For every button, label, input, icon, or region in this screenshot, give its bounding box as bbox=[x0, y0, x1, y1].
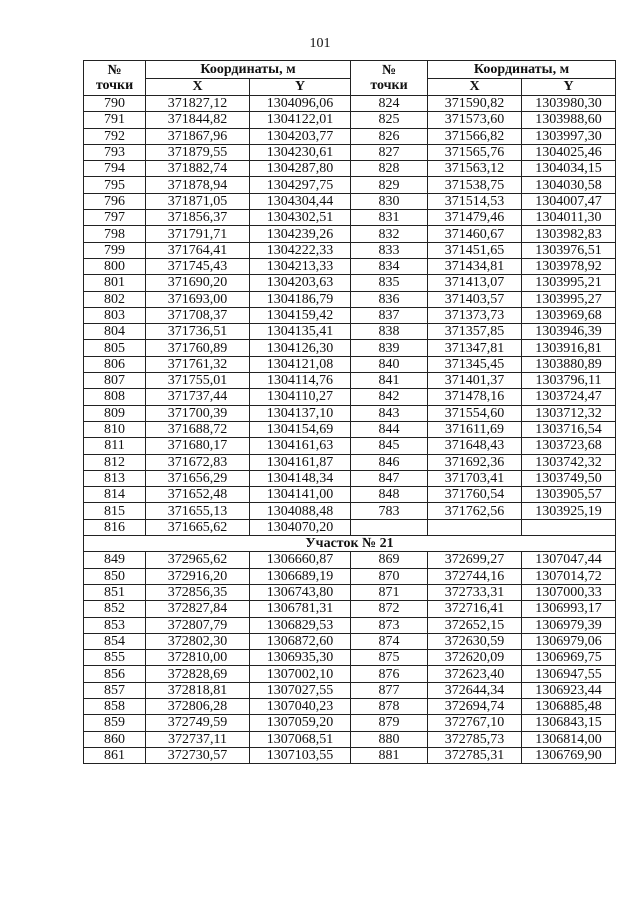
table-row bbox=[84, 161, 616, 177]
point-number-cell: 846 bbox=[351, 454, 428, 470]
y-coordinate-cell: 1304096,06 bbox=[250, 96, 351, 112]
table-row bbox=[84, 731, 616, 747]
point-number-cell: 808 bbox=[84, 389, 146, 405]
point-number-cell: 853 bbox=[84, 617, 146, 633]
point-number-cell: 837 bbox=[351, 307, 428, 323]
x-coordinate-cell: 372716,41 bbox=[428, 601, 522, 617]
table-row bbox=[84, 226, 616, 242]
point-number-cell: 875 bbox=[351, 650, 428, 666]
y-coordinate-cell: 1306993,17 bbox=[522, 601, 616, 617]
point-number-cell: 816 bbox=[84, 519, 146, 535]
y-coordinate-cell: 1306843,15 bbox=[522, 715, 616, 731]
x-coordinate-cell: 372856,35 bbox=[146, 584, 250, 600]
y-coordinate-cell: 1306781,31 bbox=[250, 601, 351, 617]
table-row bbox=[84, 177, 616, 193]
point-number-cell: 851 bbox=[84, 584, 146, 600]
point-number-cell: 850 bbox=[84, 568, 146, 584]
point-number-cell: 813 bbox=[84, 470, 146, 486]
x-coordinate-cell: 371856,37 bbox=[146, 210, 250, 226]
x-coordinate-cell: 371345,45 bbox=[428, 356, 522, 372]
y-coordinate-cell: 1306979,06 bbox=[522, 633, 616, 649]
x-coordinate-cell: 372620,09 bbox=[428, 650, 522, 666]
x-coordinate-cell: 371692,36 bbox=[428, 454, 522, 470]
x-coordinate-cell: 371700,39 bbox=[146, 405, 250, 421]
point-number-cell: 793 bbox=[84, 144, 146, 160]
x-coordinate-cell: 371373,73 bbox=[428, 307, 522, 323]
x-coordinate-cell: 371871,05 bbox=[146, 193, 250, 209]
y-coordinate-cell: 1303946,39 bbox=[522, 324, 616, 340]
table-row bbox=[84, 421, 616, 437]
point-number-cell: 814 bbox=[84, 487, 146, 503]
y-coordinate-cell: 1304203,77 bbox=[250, 128, 351, 144]
y-coordinate-cell: 1303796,11 bbox=[522, 373, 616, 389]
x-coordinate-cell: 371403,57 bbox=[428, 291, 522, 307]
x-coordinate-cell: 372694,74 bbox=[428, 698, 522, 714]
x-coordinate-cell: 372802,30 bbox=[146, 633, 250, 649]
point-number-cell: 849 bbox=[84, 552, 146, 568]
table-row bbox=[84, 242, 616, 258]
x-coordinate-cell: 371693,00 bbox=[146, 291, 250, 307]
y-coordinate-cell: 1304186,79 bbox=[250, 291, 351, 307]
table-row bbox=[84, 454, 616, 470]
y-coordinate-cell: 1307027,55 bbox=[250, 682, 351, 698]
point-number-cell: 792 bbox=[84, 128, 146, 144]
table-row bbox=[84, 552, 616, 568]
y-coordinate-cell: 1306689,19 bbox=[250, 568, 351, 584]
table-body bbox=[84, 96, 616, 764]
coordinates-table bbox=[83, 60, 616, 764]
x-coordinate-cell: 371413,07 bbox=[428, 275, 522, 291]
point-number-cell: 799 bbox=[84, 242, 146, 258]
point-number-header-right bbox=[351, 61, 428, 96]
table-row bbox=[84, 258, 616, 274]
y-coordinate-cell: 1304025,46 bbox=[522, 144, 616, 160]
x-coordinate-cell: 371867,96 bbox=[146, 128, 250, 144]
point-number-cell: 826 bbox=[351, 128, 428, 144]
point-number-cell: 795 bbox=[84, 177, 146, 193]
x-coordinate-cell: 371882,74 bbox=[146, 161, 250, 177]
x-coordinate-cell: 371736,51 bbox=[146, 324, 250, 340]
x-coordinate-cell: 372652,15 bbox=[428, 617, 522, 633]
x-coordinate-cell: 371827,12 bbox=[146, 96, 250, 112]
x-coordinate-cell: 371514,53 bbox=[428, 193, 522, 209]
point-number-cell: 825 bbox=[351, 112, 428, 128]
x-coordinate-cell: 371573,60 bbox=[428, 112, 522, 128]
point-number-cell: 797 bbox=[84, 210, 146, 226]
point-number-cell bbox=[351, 519, 428, 535]
number-sign-label: № bbox=[107, 63, 122, 78]
y-coordinate-cell: 1304161,63 bbox=[250, 438, 351, 454]
point-number-cell: 844 bbox=[351, 421, 428, 437]
number-sign-label: № bbox=[381, 63, 397, 78]
y-coordinate-cell: 1306885,48 bbox=[522, 698, 616, 714]
table-row bbox=[84, 128, 616, 144]
x-coordinate-cell: 371478,16 bbox=[428, 389, 522, 405]
x-coordinate-cell: 371566,82 bbox=[428, 128, 522, 144]
table-row bbox=[84, 682, 616, 698]
x-coordinate-cell: 371460,67 bbox=[428, 226, 522, 242]
x-coordinate-cell: 372785,31 bbox=[428, 747, 522, 763]
x-coordinate-cell: 371590,82 bbox=[428, 96, 522, 112]
y-coordinate-cell: 1303995,21 bbox=[522, 275, 616, 291]
x-coordinate-cell: 371755,01 bbox=[146, 373, 250, 389]
x-coordinate-cell: 372730,57 bbox=[146, 747, 250, 763]
point-number-cell: 829 bbox=[351, 177, 428, 193]
point-number-cell: 834 bbox=[351, 258, 428, 274]
x-coordinate-cell: 371878,94 bbox=[146, 177, 250, 193]
table-row bbox=[84, 617, 616, 633]
x-coordinate-cell: 371563,12 bbox=[428, 161, 522, 177]
y-coordinate-cell: 1303724,47 bbox=[522, 389, 616, 405]
x-coordinate-cell: 371479,46 bbox=[428, 210, 522, 226]
x-coordinate-cell: 371879,55 bbox=[146, 144, 250, 160]
y-coordinate-cell: 1307000,33 bbox=[522, 584, 616, 600]
point-number-cell: 832 bbox=[351, 226, 428, 242]
x-coordinate-cell: 372827,84 bbox=[146, 601, 250, 617]
x-coordinate-cell: 372749,59 bbox=[146, 715, 250, 731]
y-coordinate-cell: 1304302,51 bbox=[250, 210, 351, 226]
point-number-cell: 805 bbox=[84, 340, 146, 356]
y-coordinate-cell: 1303980,30 bbox=[522, 96, 616, 112]
point-number-cell: 881 bbox=[351, 747, 428, 763]
y-coordinate-cell: 1306769,90 bbox=[522, 747, 616, 763]
x-coordinate-cell: 371451,65 bbox=[428, 242, 522, 258]
point-number-cell: 831 bbox=[351, 210, 428, 226]
y-coordinate-cell: 1306979,39 bbox=[522, 617, 616, 633]
y-coordinate-cell: 1307014,72 bbox=[522, 568, 616, 584]
y-coordinate-cell: 1303905,57 bbox=[522, 487, 616, 503]
point-number-cell: 845 bbox=[351, 438, 428, 454]
point-number-cell: 870 bbox=[351, 568, 428, 584]
x-coordinate-cell: 371791,71 bbox=[146, 226, 250, 242]
x-coordinate-cell: 371708,37 bbox=[146, 307, 250, 323]
y-coordinate-cell: 1304239,26 bbox=[250, 226, 351, 242]
point-number-cell: 828 bbox=[351, 161, 428, 177]
point-number-cell: 879 bbox=[351, 715, 428, 731]
point-number-cell: 809 bbox=[84, 405, 146, 421]
point-number-cell: 839 bbox=[351, 340, 428, 356]
table-row bbox=[84, 307, 616, 323]
point-number-cell: 856 bbox=[84, 666, 146, 682]
x-coordinate-cell: 372733,31 bbox=[428, 584, 522, 600]
x-coordinate-cell: 371737,44 bbox=[146, 389, 250, 405]
table-row bbox=[84, 373, 616, 389]
x-coordinate-cell: 371538,75 bbox=[428, 177, 522, 193]
y-coordinate-cell: 1303723,68 bbox=[522, 438, 616, 454]
y-coordinate-cell: 1303995,27 bbox=[522, 291, 616, 307]
table-row bbox=[84, 519, 616, 535]
y-coordinate-cell: 1304122,01 bbox=[250, 112, 351, 128]
point-number-cell: 869 bbox=[351, 552, 428, 568]
y-coordinate-cell: 1307103,55 bbox=[250, 747, 351, 763]
table-row bbox=[84, 112, 616, 128]
x-header-left: X bbox=[146, 78, 250, 96]
x-coordinate-cell: 371762,56 bbox=[428, 503, 522, 519]
point-number-cell: 843 bbox=[351, 405, 428, 421]
y-coordinate-cell: 1306969,75 bbox=[522, 650, 616, 666]
point-number-cell: 880 bbox=[351, 731, 428, 747]
table-row bbox=[84, 601, 616, 617]
y-coordinate-cell: 1304141,00 bbox=[250, 487, 351, 503]
point-number-cell: 877 bbox=[351, 682, 428, 698]
y-coordinate-cell: 1304203,63 bbox=[250, 275, 351, 291]
x-coordinate-cell: 371760,54 bbox=[428, 487, 522, 503]
coordinates-header-left: Координаты, м bbox=[146, 61, 351, 79]
y-coordinate-cell: 1304297,75 bbox=[250, 177, 351, 193]
x-coordinate-cell: 372737,11 bbox=[146, 731, 250, 747]
y-coordinate-cell: 1304070,20 bbox=[250, 519, 351, 535]
table-header bbox=[84, 61, 616, 96]
table-row bbox=[84, 405, 616, 421]
point-number-cell: 803 bbox=[84, 307, 146, 323]
y-coordinate-cell: 1307040,23 bbox=[250, 698, 351, 714]
point-number-cell: 860 bbox=[84, 731, 146, 747]
y-coordinate-cell: 1304287,80 bbox=[250, 161, 351, 177]
table-row bbox=[84, 340, 616, 356]
table-row bbox=[84, 96, 616, 112]
x-coordinate-cell: 371611,69 bbox=[428, 421, 522, 437]
point-number-cell: 874 bbox=[351, 633, 428, 649]
point-number-cell: 807 bbox=[84, 373, 146, 389]
table-row bbox=[84, 275, 616, 291]
point-number-cell: 873 bbox=[351, 617, 428, 633]
point-number-cell: 783 bbox=[351, 503, 428, 519]
point-number-cell: 872 bbox=[351, 601, 428, 617]
y-coordinate-cell: 1304230,61 bbox=[250, 144, 351, 160]
point-number-cell: 858 bbox=[84, 698, 146, 714]
x-coordinate-cell: 371761,32 bbox=[146, 356, 250, 372]
table-row bbox=[84, 568, 616, 584]
y-coordinate-cell: 1303982,83 bbox=[522, 226, 616, 242]
y-coordinate-cell: 1303916,81 bbox=[522, 340, 616, 356]
y-coordinate-cell bbox=[522, 519, 616, 535]
y-coordinate-cell: 1304007,47 bbox=[522, 193, 616, 209]
x-coordinate-cell: 371764,41 bbox=[146, 242, 250, 258]
x-coordinate-cell: 372828,69 bbox=[146, 666, 250, 682]
point-number-cell: 815 bbox=[84, 503, 146, 519]
table-row bbox=[84, 193, 616, 209]
point-number-cell: 800 bbox=[84, 258, 146, 274]
y-coordinate-cell: 1306923,44 bbox=[522, 682, 616, 698]
x-coordinate-cell: 372767,10 bbox=[428, 715, 522, 731]
x-coordinate-cell: 372785,73 bbox=[428, 731, 522, 747]
x-coordinate-cell bbox=[428, 519, 522, 535]
point-number-cell: 871 bbox=[351, 584, 428, 600]
y-coordinate-cell: 1303988,60 bbox=[522, 112, 616, 128]
y-coordinate-cell: 1303969,68 bbox=[522, 307, 616, 323]
point-number-cell: 830 bbox=[351, 193, 428, 209]
x-coordinate-cell: 371357,85 bbox=[428, 324, 522, 340]
y-coordinate-cell: 1303978,92 bbox=[522, 258, 616, 274]
y-coordinate-cell: 1304137,10 bbox=[250, 405, 351, 421]
y-coordinate-cell: 1303742,32 bbox=[522, 454, 616, 470]
x-coordinate-cell: 371648,43 bbox=[428, 438, 522, 454]
point-number-cell: 848 bbox=[351, 487, 428, 503]
point-number-cell: 798 bbox=[84, 226, 146, 242]
table-row bbox=[84, 438, 616, 454]
x-coordinate-cell: 371688,72 bbox=[146, 421, 250, 437]
y-coordinate-cell: 1304304,44 bbox=[250, 193, 351, 209]
x-header-right: X bbox=[428, 78, 522, 96]
point-number-cell: 801 bbox=[84, 275, 146, 291]
y-coordinate-cell: 1307047,44 bbox=[522, 552, 616, 568]
y-coordinate-cell: 1306743,80 bbox=[250, 584, 351, 600]
y-coordinate-cell: 1303716,54 bbox=[522, 421, 616, 437]
point-number-cell: 838 bbox=[351, 324, 428, 340]
x-coordinate-cell: 372744,16 bbox=[428, 568, 522, 584]
table-row bbox=[84, 210, 616, 226]
x-coordinate-cell: 371680,17 bbox=[146, 438, 250, 454]
y-coordinate-cell: 1307002,10 bbox=[250, 666, 351, 682]
x-coordinate-cell: 371672,83 bbox=[146, 454, 250, 470]
point-number-cell: 841 bbox=[351, 373, 428, 389]
table-row bbox=[84, 666, 616, 682]
y-coordinate-cell: 1303880,89 bbox=[522, 356, 616, 372]
point-number-cell: 796 bbox=[84, 193, 146, 209]
y-coordinate-cell: 1303925,19 bbox=[522, 503, 616, 519]
x-coordinate-cell: 371434,81 bbox=[428, 258, 522, 274]
y-coordinate-cell: 1304126,30 bbox=[250, 340, 351, 356]
point-number-cell: 861 bbox=[84, 747, 146, 763]
point-number-cell: 810 bbox=[84, 421, 146, 437]
point-number-cell: 804 bbox=[84, 324, 146, 340]
y-coordinate-cell: 1304114,76 bbox=[250, 373, 351, 389]
point-number-cell: 854 bbox=[84, 633, 146, 649]
y-coordinate-cell: 1304161,87 bbox=[250, 454, 351, 470]
point-number-cell: 876 bbox=[351, 666, 428, 682]
table-row bbox=[84, 470, 616, 486]
y-coordinate-cell: 1304011,30 bbox=[522, 210, 616, 226]
point-label: точки bbox=[95, 78, 134, 93]
table-row bbox=[84, 389, 616, 405]
point-number-cell: 802 bbox=[84, 291, 146, 307]
point-number-cell: 852 bbox=[84, 601, 146, 617]
x-coordinate-cell: 372810,00 bbox=[146, 650, 250, 666]
point-number-cell: 847 bbox=[351, 470, 428, 486]
table-row bbox=[84, 144, 616, 160]
y-coordinate-cell: 1304135,41 bbox=[250, 324, 351, 340]
point-number-cell: 812 bbox=[84, 454, 146, 470]
x-coordinate-cell: 371760,89 bbox=[146, 340, 250, 356]
table-row bbox=[84, 633, 616, 649]
y-coordinate-cell: 1306660,87 bbox=[250, 552, 351, 568]
x-coordinate-cell: 372699,27 bbox=[428, 552, 522, 568]
y-coordinate-cell: 1303976,51 bbox=[522, 242, 616, 258]
y-coordinate-cell: 1304148,34 bbox=[250, 470, 351, 486]
y-coordinate-cell: 1307068,51 bbox=[250, 731, 351, 747]
x-coordinate-cell: 371401,37 bbox=[428, 373, 522, 389]
point-number-cell: 811 bbox=[84, 438, 146, 454]
table-row bbox=[84, 650, 616, 666]
x-coordinate-cell: 372807,79 bbox=[146, 617, 250, 633]
point-number-cell: 878 bbox=[351, 698, 428, 714]
point-number-cell: 836 bbox=[351, 291, 428, 307]
point-number-cell: 827 bbox=[351, 144, 428, 160]
table-row bbox=[84, 698, 616, 714]
y-coordinate-cell: 1303997,30 bbox=[522, 128, 616, 144]
point-number-cell: 857 bbox=[84, 682, 146, 698]
x-coordinate-cell: 372630,59 bbox=[428, 633, 522, 649]
table-row bbox=[84, 584, 616, 600]
point-number-cell: 859 bbox=[84, 715, 146, 731]
x-coordinate-cell: 371565,76 bbox=[428, 144, 522, 160]
y-coordinate-cell: 1306935,30 bbox=[250, 650, 351, 666]
point-number-cell: 806 bbox=[84, 356, 146, 372]
x-coordinate-cell: 371665,62 bbox=[146, 519, 250, 535]
point-number-cell: 791 bbox=[84, 112, 146, 128]
table-row bbox=[84, 356, 616, 372]
y-coordinate-cell: 1307059,20 bbox=[250, 715, 351, 731]
x-coordinate-cell: 371554,60 bbox=[428, 405, 522, 421]
point-label: точки bbox=[370, 78, 408, 93]
table-row bbox=[84, 291, 616, 307]
point-number-header-left bbox=[84, 61, 146, 96]
table-row bbox=[84, 487, 616, 503]
y-coordinate-cell: 1304030,58 bbox=[522, 177, 616, 193]
y-coordinate-cell: 1303749,50 bbox=[522, 470, 616, 486]
x-coordinate-cell: 371656,29 bbox=[146, 470, 250, 486]
point-number-cell: 794 bbox=[84, 161, 146, 177]
table-row bbox=[84, 715, 616, 731]
x-coordinate-cell: 371844,82 bbox=[146, 112, 250, 128]
y-header-left: Y bbox=[250, 78, 351, 96]
x-coordinate-cell: 372806,28 bbox=[146, 698, 250, 714]
y-coordinate-cell: 1306872,60 bbox=[250, 633, 351, 649]
point-number-cell: 840 bbox=[351, 356, 428, 372]
y-coordinate-cell: 1304034,15 bbox=[522, 161, 616, 177]
x-coordinate-cell: 372916,20 bbox=[146, 568, 250, 584]
y-coordinate-cell: 1306947,55 bbox=[522, 666, 616, 682]
x-coordinate-cell: 372818,81 bbox=[146, 682, 250, 698]
x-coordinate-cell: 372965,62 bbox=[146, 552, 250, 568]
point-number-cell: 855 bbox=[84, 650, 146, 666]
point-number-cell: 833 bbox=[351, 242, 428, 258]
point-number-cell: 824 bbox=[351, 96, 428, 112]
y-coordinate-cell: 1306814,00 bbox=[522, 731, 616, 747]
section-row bbox=[84, 536, 616, 552]
x-coordinate-cell: 371745,43 bbox=[146, 258, 250, 274]
page-number: 101 bbox=[309, 36, 331, 51]
table-row bbox=[84, 747, 616, 763]
y-coordinate-cell: 1303712,32 bbox=[522, 405, 616, 421]
y-header-right: Y bbox=[522, 78, 616, 96]
point-number-cell: 842 bbox=[351, 389, 428, 405]
point-number-cell: 790 bbox=[84, 96, 146, 112]
y-coordinate-cell: 1304088,48 bbox=[250, 503, 351, 519]
y-coordinate-cell: 1304222,33 bbox=[250, 242, 351, 258]
y-coordinate-cell: 1304213,33 bbox=[250, 258, 351, 274]
point-number-cell: 835 bbox=[351, 275, 428, 291]
x-coordinate-cell: 371655,13 bbox=[146, 503, 250, 519]
table-row bbox=[84, 503, 616, 519]
x-coordinate-cell: 372644,34 bbox=[428, 682, 522, 698]
y-coordinate-cell: 1304110,27 bbox=[250, 389, 351, 405]
x-coordinate-cell: 371690,20 bbox=[146, 275, 250, 291]
table-row bbox=[84, 324, 616, 340]
y-coordinate-cell: 1304121,08 bbox=[250, 356, 351, 372]
section-title: Участок № 21 bbox=[84, 536, 616, 552]
x-coordinate-cell: 371652,48 bbox=[146, 487, 250, 503]
x-coordinate-cell: 371347,81 bbox=[428, 340, 522, 356]
y-coordinate-cell: 1306829,53 bbox=[250, 617, 351, 633]
x-coordinate-cell: 372623,40 bbox=[428, 666, 522, 682]
y-coordinate-cell: 1304154,69 bbox=[250, 421, 351, 437]
coordinates-header-right: Координаты, м bbox=[428, 61, 616, 79]
y-coordinate-cell: 1304159,42 bbox=[250, 307, 351, 323]
x-coordinate-cell: 371703,41 bbox=[428, 470, 522, 486]
